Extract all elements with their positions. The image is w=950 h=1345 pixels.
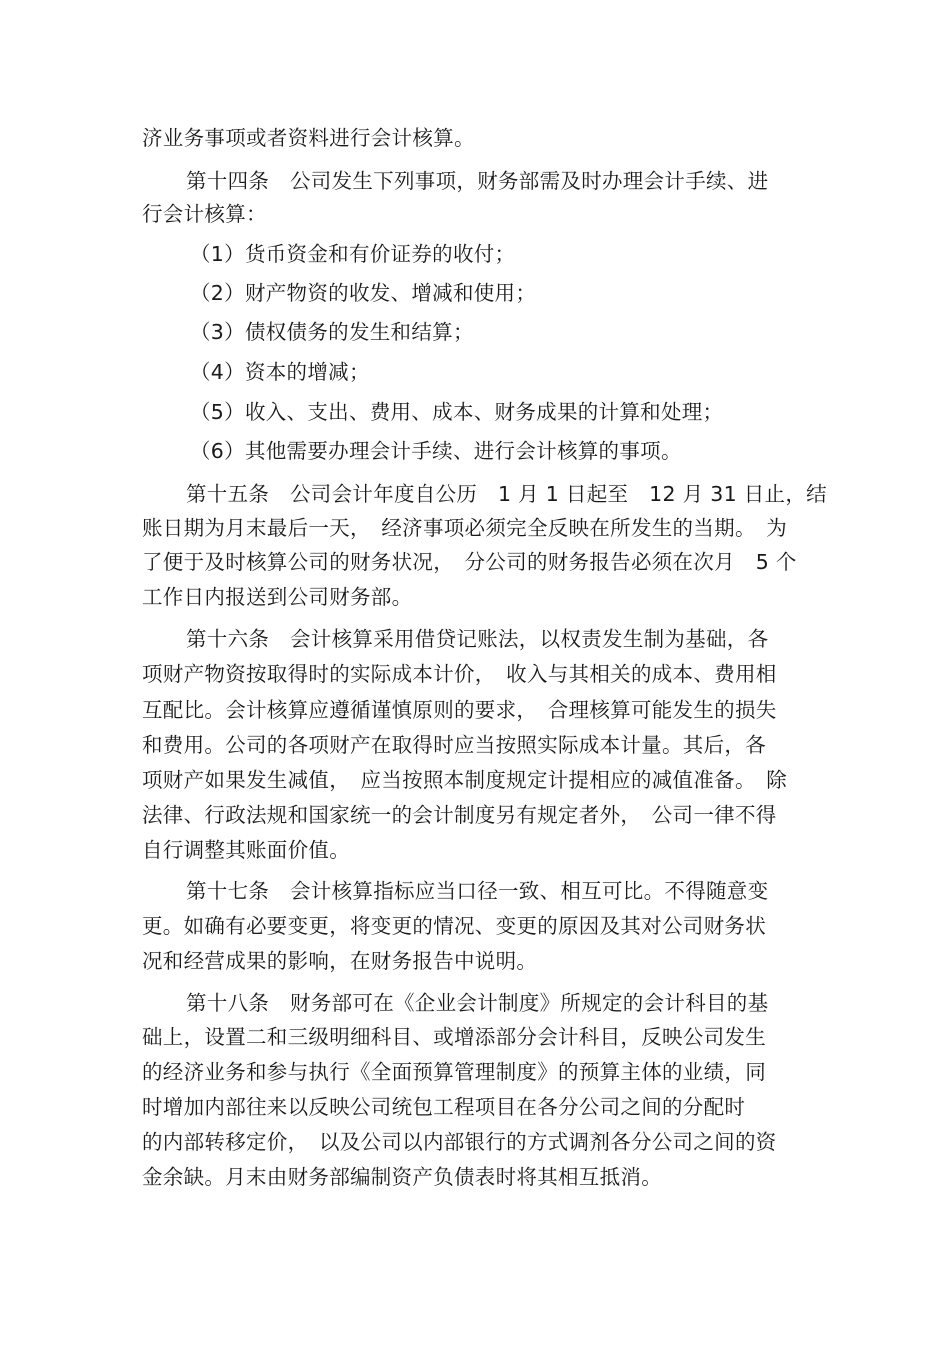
text-line: 的内部转移定价， 以及公司以内部银行的方式调剂各分公司之间的资	[142, 1130, 777, 1154]
text-line: 了便于及时核算公司的财务状况， 分公司的财务报告必须在次月 5 个	[142, 550, 797, 574]
article-14-heading-line: 第十四条 公司发生下列事项，财务部需及时办理会计手续、进	[186, 169, 769, 193]
text-line: 和费用。公司的各项财产在取得时应当按照实际成本计量。其后，各	[142, 733, 766, 757]
text-line: 础上，设置二和三级明细科目、或增添部分会计科目，反映公司发生	[142, 1025, 766, 1049]
text-line: 工作日内报送到公司财务部。	[142, 585, 413, 609]
text-line: 更。如确有必要变更，将变更的情况、变更的原因及其对公司财务状	[142, 914, 766, 938]
text-line: 法律、行政法规和国家统一的会计制度另有规定者外， 公司一律不得	[142, 803, 777, 827]
text-line: 行会计核算：	[142, 202, 267, 226]
list-item: （5）收入、支出、费用、成本、财务成果的计算和处理；	[190, 400, 724, 424]
text-line: 济业务事项或者资料进行会计核算。	[142, 126, 475, 150]
article-18-heading-line: 第十八条 财务部可在《企业会计制度》所规定的会计科目的基	[186, 991, 769, 1015]
article-16-heading-line: 第十六条 会计核算采用借贷记账法，以权责发生制为基础，各	[186, 627, 769, 651]
text-line: 互配比。会计核算应遵循谨慎原则的要求， 合理核算可能发生的损失	[142, 698, 777, 722]
text-line: 况和经营成果的影响，在财务报告中说明。	[142, 949, 538, 973]
text-line: 金余缺。月末由财务部编制资产负债表时将其相互抵消。	[142, 1165, 662, 1189]
list-item: （2）财产物资的收发、增减和使用；	[190, 281, 537, 305]
text-line: 账日期为月末最后一天， 经济事项必须完全反映在所发生的当期。 为	[142, 516, 788, 540]
text-line: 的经济业务和参与执行《全面预算管理制度》的预算主体的业绩，同	[142, 1060, 766, 1084]
article-17-heading-line: 第十七条 会计核算指标应当口径一致、相互可比。不得随意变	[186, 879, 769, 903]
list-item: （3）债权债务的发生和结算；	[190, 320, 474, 344]
list-item: （4）资本的增减；	[190, 360, 370, 384]
text-line: 时增加内部往来以反映公司统包工程项目在各分公司之间的分配时	[142, 1095, 746, 1119]
text-line: 项财产物资按取得时的实际成本计价， 收入与其相关的成本、费用相	[142, 662, 777, 686]
text-line: 项财产如果发生减值， 应当按照本制度规定计提相应的减值准备。 除	[142, 768, 788, 792]
text-line: 自行调整其账面价值。	[142, 838, 350, 862]
list-item: （1）货币资金和有价证券的收付；	[190, 242, 516, 266]
list-item: （6）其他需要办理会计手续、进行会计核算的事项。	[190, 439, 682, 463]
article-15-heading-line: 第十五条 公司会计年度自公历 1 月 1 日起至 12 月 31 日止，结	[186, 482, 827, 506]
